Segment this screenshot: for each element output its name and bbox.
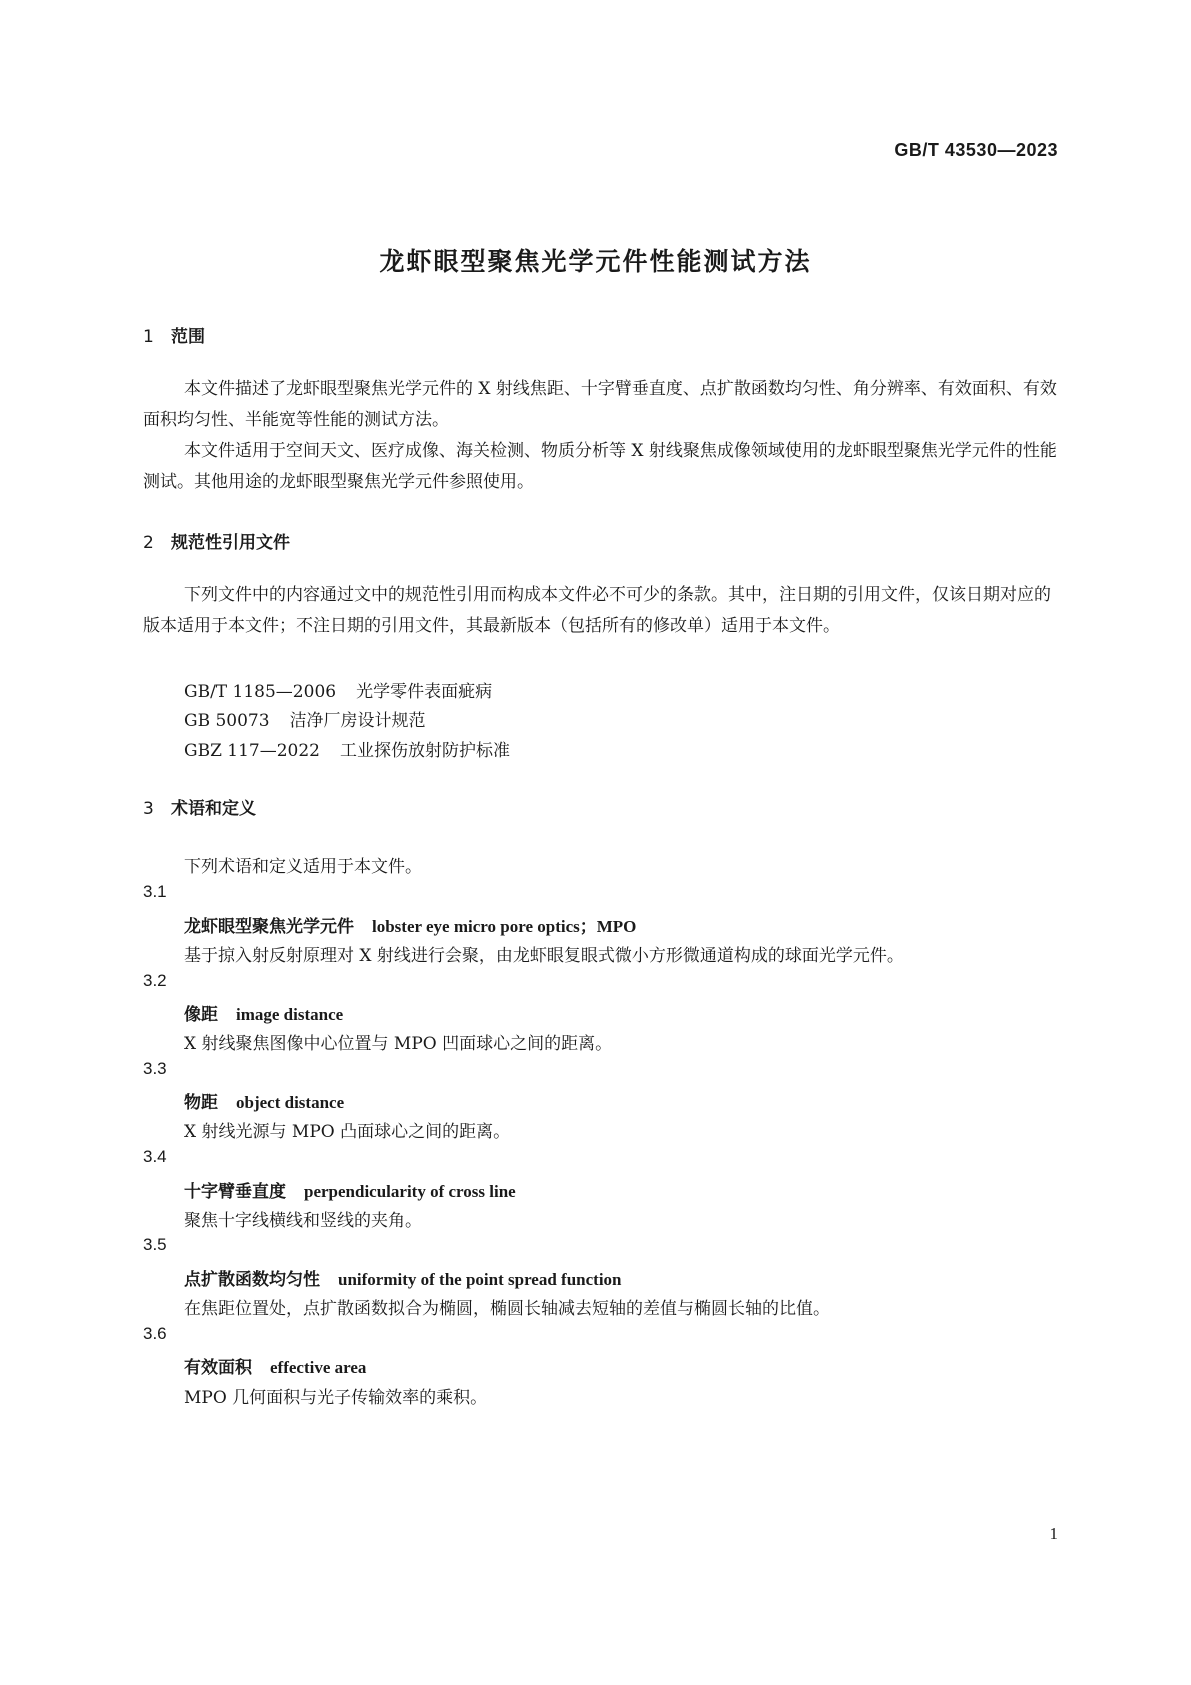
term-name-zh: 十字臂垂直度 [184, 1182, 286, 1202]
term-number: 3.1 [143, 882, 167, 901]
term-name-zh: 点扩散函数均匀性 [184, 1270, 320, 1290]
term-number: 3.4 [143, 1147, 167, 1166]
section-heading-normative [143, 528, 290, 553]
term-name [184, 1353, 366, 1378]
scope-paragraph-1: 本文件描述了龙虾眼型聚焦光学元件的 X 射线焦距、十字臂垂直度、点扩散函数均匀性、角分辨率、有效面积、有效面积均匀性、半能宽等性能的测试方法。 [143, 379, 1057, 430]
term-number: 3.5 [143, 1235, 167, 1254]
reference-title: 光学零件表面疵病 [356, 682, 493, 702]
standard-code: GB/T 43530—2023 [894, 140, 1058, 160]
term-definition: MPO 几何面积与光子传输效率的乘积。 [184, 1388, 488, 1408]
term-name [184, 912, 636, 937]
terms-intro: 下列术语和定义适用于本文件。 [184, 857, 422, 877]
reference-title: 工业探伤放射防护标准 [340, 741, 510, 761]
term-name-en: uniformity of the point spread function [338, 1270, 622, 1289]
reference-item [184, 736, 510, 761]
term-name [184, 1177, 516, 1202]
reference-item [184, 677, 492, 702]
reference-code: GB 50073 [184, 711, 270, 731]
term-definition: 聚焦十字线横线和竖线的夹角。 [184, 1211, 422, 1231]
term-name [184, 1000, 343, 1025]
term-name-en: effective area [270, 1358, 367, 1377]
term-name-en: image distance [236, 1005, 344, 1024]
term-definition: X 射线聚焦图像中心位置与 MPO 凹面球心之间的距离。 [184, 1034, 613, 1054]
section-heading-scope [143, 322, 205, 347]
section-number: 2 [143, 533, 154, 553]
document-title: 龙虾眼型聚焦光学元件性能测试方法 [379, 247, 812, 276]
section-heading-terms [143, 794, 256, 819]
reference-code: GBZ 117—2022 [184, 741, 320, 761]
section-number: 1 [143, 327, 154, 347]
term-definition: X 射线光源与 MPO 凸面球心之间的距离。 [184, 1122, 511, 1142]
section-title: 范围 [171, 327, 205, 347]
term-name-zh: 像距 [184, 1005, 218, 1025]
section-title: 规范性引用文件 [171, 533, 290, 553]
reference-item [184, 706, 426, 731]
term-name-zh: 物距 [184, 1093, 218, 1113]
reference-code: GB/T 1185—2006 [184, 682, 337, 702]
term-number: 3.3 [143, 1059, 167, 1078]
normative-paragraph: 下列文件中的内容通过文中的规范性引用而构成本文件必不可少的条款。其中，注日期的引用文件，仅该日期对应的版本适用于本文件；不注日期的引用文件，其最新版本（包括所有的修改单）适用于本文件。 [143, 585, 1051, 636]
term-name-en: lobster eye micro pore optics；MPO [372, 917, 637, 936]
scope-paragraph-2: 本文件适用于空间天文、医疗成像、海关检测、物质分析等 X 射线聚焦成像领域使用的龙虾眼型聚焦光学元件的性能测试。其他用途的龙虾眼型聚焦光学元件参照使用。 [143, 441, 1057, 492]
term-name-en: object distance [236, 1093, 345, 1112]
reference-title: 洁净厂房设计规范 [289, 711, 426, 731]
term-definition: 基于掠入射反射原理对 X 射线进行会聚，由龙虾眼复眼式微小方形微通道构成的球面光学元件。 [184, 946, 904, 966]
term-number: 3.6 [143, 1324, 167, 1343]
term-number: 3.2 [143, 971, 167, 990]
section-title: 术语和定义 [171, 799, 256, 819]
term-name [184, 1088, 344, 1113]
term-name-zh: 有效面积 [184, 1358, 252, 1378]
section-number: 3 [143, 799, 154, 819]
term-name [184, 1265, 622, 1290]
term-name-zh: 龙虾眼型聚焦光学元件 [184, 917, 354, 937]
term-name-en: perpendicularity of cross line [304, 1182, 516, 1201]
term-definition: 在焦距位置处，点扩散函数拟合为椭圆，椭圆长轴减去短轴的差值与椭圆长轴的比值。 [184, 1299, 830, 1319]
page-number: 1 [1049, 1524, 1058, 1543]
